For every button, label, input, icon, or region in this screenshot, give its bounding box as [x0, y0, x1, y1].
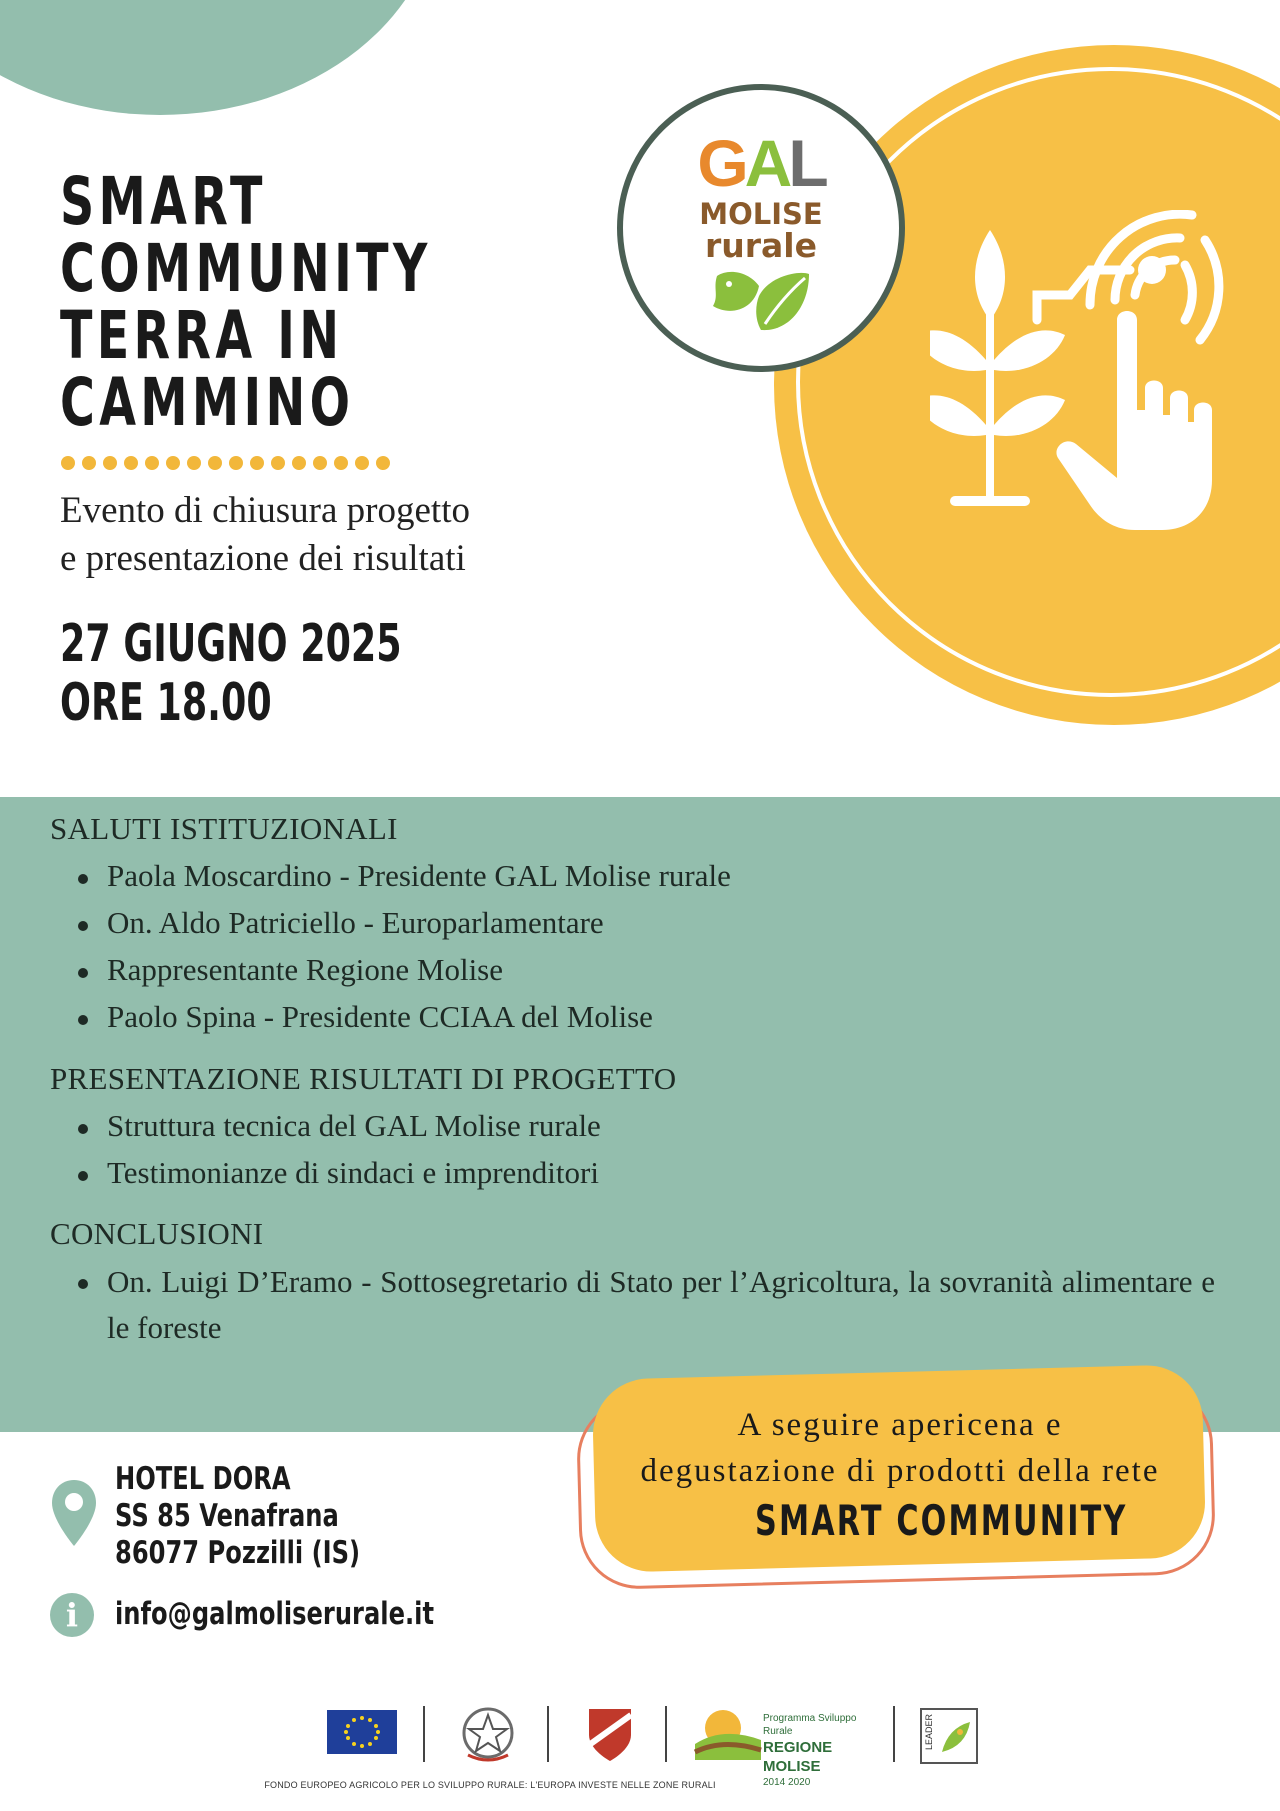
psr-line2: REGIONE MOLISE — [763, 1739, 833, 1775]
psr-label — [763, 1712, 873, 1789]
section-heading: CONCLUSIONI — [50, 1216, 264, 1251]
bullet-icon — [78, 1171, 88, 1181]
event-subtitle — [60, 487, 470, 583]
venue-street: SS 85 Venafrana — [115, 1498, 339, 1534]
psr-years: 2014 2020 — [763, 1777, 811, 1788]
touch-hand-icon — [1056, 311, 1212, 530]
program-item: Rappresentante Regione Molise — [107, 952, 504, 987]
venue-address — [115, 1461, 360, 1572]
leader-icon — [938, 1718, 974, 1756]
psr-landscape-icon — [693, 1704, 763, 1762]
location-pin-icon — [50, 1478, 98, 1548]
bullet-icon — [78, 1124, 88, 1134]
program-item: Testimonianze di sindaci e imprenditori — [107, 1155, 599, 1190]
program-item: Struttura tecnica del GAL Molise rurale — [107, 1108, 601, 1143]
logo-line2: rurale — [704, 226, 817, 265]
title-line: CAMMINO — [60, 364, 355, 441]
footer-separator — [547, 1706, 549, 1762]
info-icon: i — [50, 1593, 94, 1637]
program-item: Paolo Spina - Presidente CCIAA del Molise — [107, 999, 653, 1034]
leaf-bird-icon — [709, 266, 813, 336]
section-heading: SALUTI ISTITUZIONALI — [50, 811, 398, 846]
program-item: Paola Moscardino - Presidente GAL Molise rurale — [107, 858, 731, 893]
program-item: On. Luigi D’Eramo - Sottosegretario di Stato per l’Agricoltura, la sovranità alimentare e le foreste — [107, 1264, 1215, 1345]
footer-separator — [665, 1706, 667, 1762]
footer-separator — [423, 1706, 425, 1762]
footer-separator — [893, 1706, 895, 1762]
bullet-icon — [78, 1279, 88, 1289]
bullet-icon — [78, 968, 88, 978]
callout-line1: A seguire apericena e — [737, 1407, 1063, 1443]
eu-flag-icon — [327, 1710, 397, 1760]
venue-city: 86077 Pozzilli (IS) — [115, 1535, 361, 1571]
program-item: On. Aldo Patriciello - Europarlamentare — [107, 905, 604, 940]
dotted-divider — [60, 455, 400, 471]
callout-line3: SMART COMMUNITY — [755, 1496, 1128, 1545]
title-line: COMMUNITY — [60, 230, 432, 307]
title-line: SMART — [60, 163, 267, 240]
venue-name: HOTEL DORA — [115, 1461, 291, 1497]
bullet-icon — [78, 1015, 88, 1025]
logo-line1: MOLISE — [699, 197, 823, 231]
leader-label: LEADER — [924, 1713, 934, 1750]
italian-emblem-icon — [458, 1703, 518, 1767]
leader-logo — [920, 1708, 978, 1764]
event-title — [60, 163, 432, 441]
callout-line2: degustazione di prodotti della rete — [640, 1453, 1160, 1489]
footer-note: FONDO EUROPEO AGRICOLO PER LO SVILUPPO RURALE: L'EUROPA INVESTE NELLE ZONE RURALI — [264, 1780, 716, 1790]
subtitle-line: e presentazione dei risultati — [60, 538, 466, 579]
subtitle-line: Evento di chiusura progetto — [60, 490, 470, 531]
bullet-icon — [78, 874, 88, 884]
program-section — [0, 797, 1280, 1432]
gal-molise-logo — [617, 84, 905, 372]
contact-email[interactable]: info@galmoliserurale.it — [115, 1596, 435, 1632]
section-heading: PRESENTAZIONE RISULTATI DI PROGETTO — [50, 1061, 677, 1096]
psr-line1: Programma Sviluppo Rurale — [763, 1713, 857, 1737]
event-time: ORE 18.00 — [60, 673, 272, 733]
decorative-blob — [0, 0, 440, 115]
regione-molise-shield-icon — [585, 1705, 635, 1765]
title-line: TERRA IN — [60, 297, 344, 374]
logo-gal-text: GAL — [697, 126, 825, 200]
plant-icon — [930, 230, 1065, 506]
event-datetime — [60, 615, 402, 733]
bullet-icon — [78, 921, 88, 931]
event-date: 27 GIUGNO 2025 — [60, 614, 402, 674]
plant-touch-icon — [930, 210, 1230, 540]
